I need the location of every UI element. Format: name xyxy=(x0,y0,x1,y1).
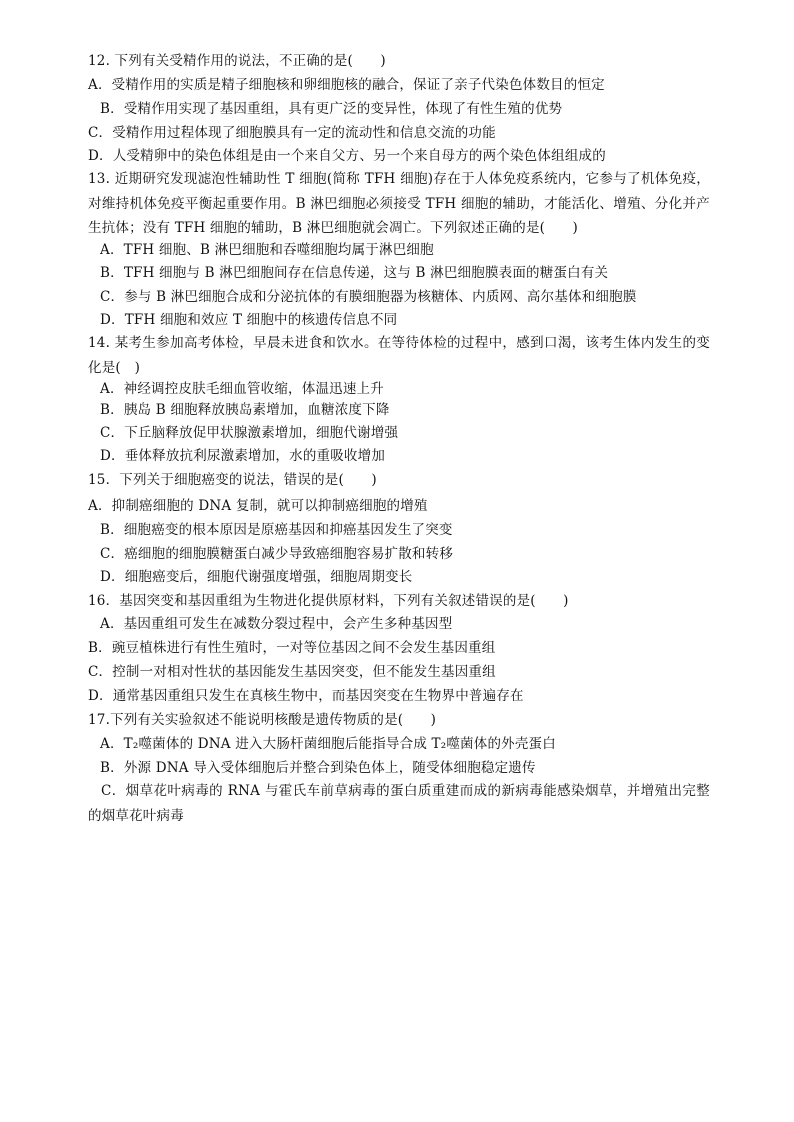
question-15-stem: 15．下列关于细胞癌变的说法，错误的是( ) xyxy=(88,472,377,488)
question-15-option-a: A．抑制癌细胞的 DNA 复制，就可以抑制癌细胞的增殖 xyxy=(88,498,428,514)
question-14-stem: 14. 某考生参加高考体检，早晨未进食和饮水。在等待体检的过程中，感到口渴，该考生体内发生的变化是( ) xyxy=(88,335,710,376)
question-12-option-b: B．受精作用实现了基因重组，具有更广泛的变异性，体现了有性生殖的优势 xyxy=(100,101,563,117)
question-12-stem: 12. 下列有关受精作用的说法，不正确的是( ) xyxy=(88,53,386,69)
question-15-option-d: D．细胞癌变后，细胞代谢强度增强，细胞周期变长 xyxy=(100,569,413,585)
question-14-option-c: C．下丘脑释放促甲状腺激素增加，细胞代谢增强 xyxy=(100,425,399,441)
question-13-option-d: D．TFH 细胞和效应 T 细胞中的核遗传信息不同 xyxy=(100,312,398,328)
question-13-option-a: A．TFH 细胞、B 淋巴细胞和吞噬细胞均属于淋巴细胞 xyxy=(100,242,434,258)
question-16-option-c: C．控制一对相对性状的基因能发生基因突变，但不能发生基因重组 xyxy=(88,664,496,680)
question-15-option-b: B．细胞癌变的根本原因是原癌基因和抑癌基因发生了突变 xyxy=(100,522,453,538)
question-15-option-c: C．癌细胞的细胞膜糖蛋白减少导致癌细胞容易扩散和转移 xyxy=(100,546,454,562)
question-12-option-a: A．受精作用的实质是精子细胞核和卵细胞核的融合，保证了亲子代染色体数目的恒定 xyxy=(88,77,605,93)
question-12-option-d: D．人受精卵中的染色体组是由一个来自父方、另一个来自母方的两个染色体组组成的 xyxy=(88,148,606,164)
question-17-stem: 17.下列有关实验叙述不能说明核酸是遗传物质的是( ) xyxy=(88,712,437,728)
question-16-option-d: D．通常基因重组只发生在真核生物中，而基因突变在生物界中普遍存在 xyxy=(88,688,524,704)
question-16-option-b: B．豌豆植株进行有性生殖时，一对等位基因之间不会发生基因重组 xyxy=(88,640,496,656)
question-17-option-c: C．烟草花叶病毒的 RNA 与霍氏车前草病毒的蛋白质重建而成的新病毒能感染烟草，并增殖出完整的烟草花叶病毒 xyxy=(88,783,710,824)
question-12-option-c: C．受精作用过程体现了细胞膜具有一定的流动性和信息交流的功能 xyxy=(88,125,496,141)
question-14-option-b: B．胰岛 B 细胞释放胰岛素增加，血糖浓度下降 xyxy=(100,402,390,418)
question-17-option-a: A．T₂噬菌体的 DNA 进入大肠杆菌细胞后能指导合成 T₂噬菌体的外壳蛋白 xyxy=(100,736,556,752)
question-13-option-c: C．参与 B 淋巴细胞合成和分泌抗体的有膜细胞器为核糖体、内质网、高尔基体和细胞膜 xyxy=(100,289,637,305)
question-14-option-a: A．神经调控皮肤毛细血管收缩，体温迅速上升 xyxy=(100,381,384,397)
question-14-option-d: D．垂体释放抗利尿激素增加，水的重吸收增加 xyxy=(100,448,386,464)
question-13-stem: 13. 近期研究发现滤泡性辅助性 T 细胞(简称 TFH 细胞)存在于人体免疫系统内，它参与了机体免疫，对维持机体免疫平衡起重要作用。B 淋巴细胞必须接受 TFH 细胞的辅助，才能活化、增殖、分化并产生抗体；没有 TFH 细胞的辅助，B 淋巴细胞就会凋亡。下列叙述正确的是( ) xyxy=(88,171,710,236)
question-17-option-b: B．外源 DNA 导入受体细胞后并整合到染色体上，随受体细胞稳定遗传 xyxy=(100,760,536,776)
question-13-option-b: B．TFH 细胞与 B 淋巴细胞间存在信息传递，这与 B 淋巴细胞膜表面的糖蛋白有关 xyxy=(100,265,609,281)
question-16-stem: 16．基因突变和基因重组为生物进化提供原材料，下列有关叙述错误的是( ) xyxy=(88,593,569,609)
question-16-option-a: A．基因重组可发生在减数分裂过程中，会产生多种基因型 xyxy=(100,616,453,632)
